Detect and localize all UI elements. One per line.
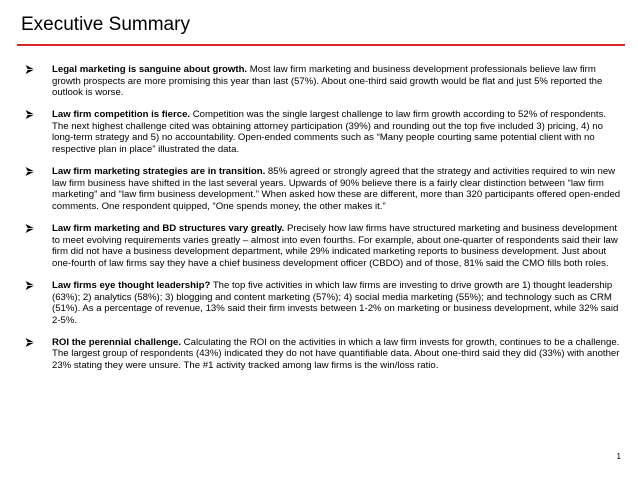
title-divider [17,44,625,46]
bullet-heading: Law firm competition is fierce. [52,109,191,121]
arrowhead-check-icon [25,223,35,234]
bullet-heading: Law firms eye thought leadership? [52,279,211,291]
bullet-body: Calculating the ROI on the activities in which a law firm invests for growth, continues to be a challenge. The largest group of respondents (43%) indicated they do not have quantifiable data. About one-third said they did (33%) with another 23% stating they were unsure. The #1 activity tracked among law firms is the win/loss ratio. [52,336,620,371]
page-number: 1 [616,452,621,461]
bullet-body: The top five activities in which law firms are investing to drive growth are 1) thought leadership (63%); 2) analytics (58%); 3) blogging and content marketing (57%); 4) social media marketing (55%); and technology such as CRM (51%). As a percentage of revenue, 13% said their firm invests between 1-2% on marketing or business development, while 32% said 2-5%. [52,279,619,326]
bullet-item [25,109,625,155]
bullet-body: 85% agreed or strongly agreed that the strategy and activities required to win new law firm business have shifted in the last several years. Upwards of 90% believe there is a fairly clear distinction between “law firm marketing” and “law firm business development.” When asked how these are different, more than 320 participants offered open-ended comments. One respondent quipped, “One spends money, the other makes it.” [52,166,621,212]
bullet-body: Competition was the single largest challenge to law firm growth according to 52% of respondents. The next highest challenge cited was obtaining attorney participation (39%) and rounding out the top five included 3) pricing, 4) no long-term strategy and 5) no accountability. Open-ended comments such as “Many people courting same potential client with no respective plan in place” illustrated the data. [52,109,607,156]
slide-title: Executive Summary [21,14,190,35]
bullet-item [25,64,625,99]
bullet-heading: Legal marketing is sanguine about growth. [52,64,248,75]
bullet-list [25,64,625,382]
bullet-item [25,223,625,269]
bullet-body: Most law firm marketing and business development professionals believe law firm growth prospects are more promising this year than last (57%). About one-third said growth would be flat and just 5% reported the outlook is worse. [52,64,603,99]
arrowhead-check-icon [25,337,35,348]
bullet-body: Precisely how law firms have structured marketing and business development to meet evolving requirements varies greatly – almost into even fourths. For example, about one-quarter of respondents said their law firm did not have a business development department, while 29% indicated marketing reports to business development. Just about one-fourth of law firms say they have a chief business development officer (CBDO) and of those, 81% said the CMO fills both roles. [52,223,618,269]
bullet-heading: ROI the perennial challenge. [52,336,182,348]
bullet-heading: Law firm marketing strategies are in transition. [52,166,266,178]
bullet-item [25,337,625,372]
bullet-item [25,280,625,326]
bullet-item [25,166,625,212]
arrowhead-check-icon [25,280,35,291]
bullet-heading: Law firm marketing and BD structures vary greatly. [52,223,285,235]
arrowhead-check-icon [25,109,35,120]
arrowhead-check-icon [25,64,35,75]
arrowhead-check-icon [25,166,35,177]
